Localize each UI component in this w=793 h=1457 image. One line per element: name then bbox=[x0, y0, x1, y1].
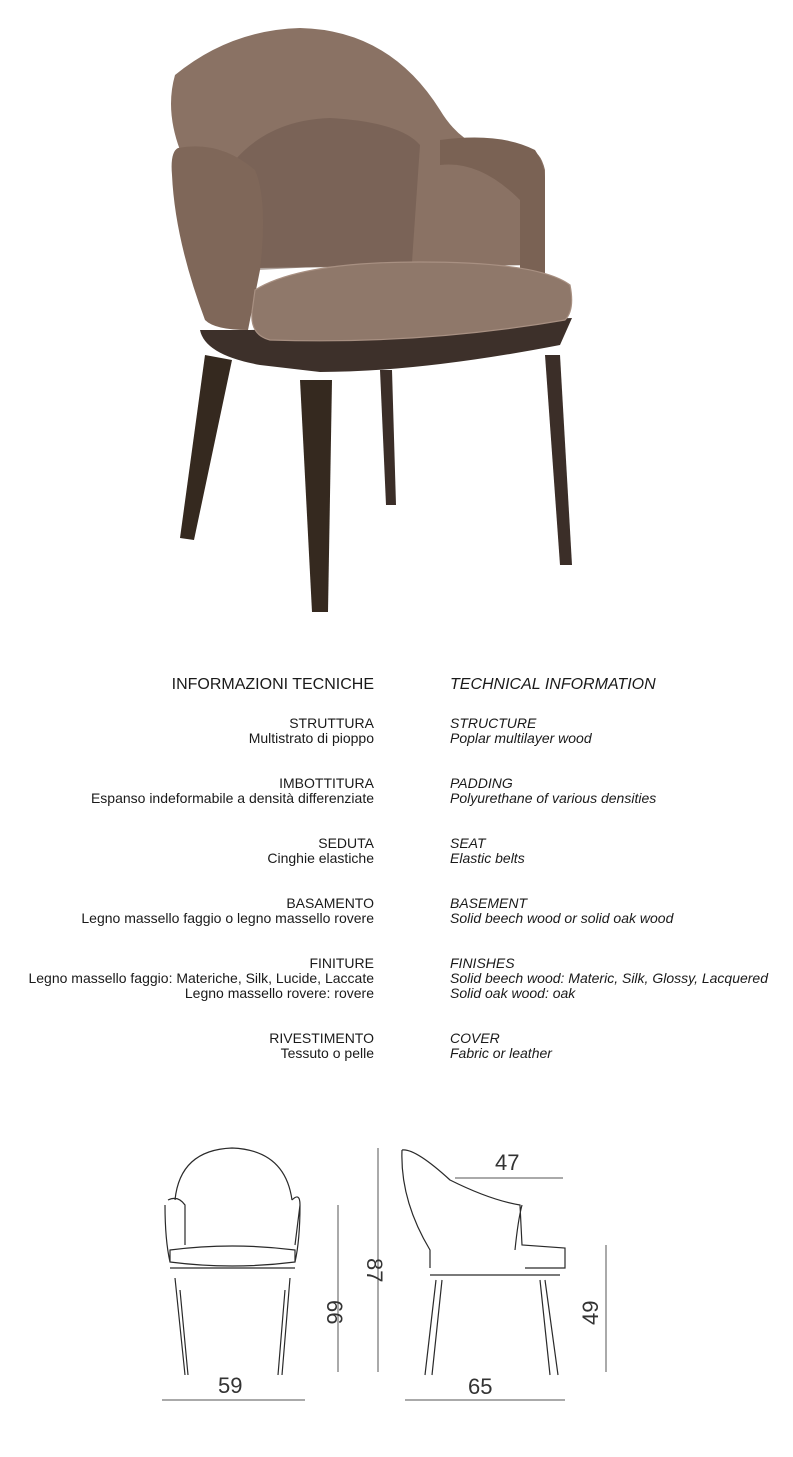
header-en: TECHNICAL INFORMATION bbox=[450, 676, 656, 693]
spec-en-4 bbox=[450, 956, 768, 1001]
spec-it-value: Legno massello rovere: rovere bbox=[184, 985, 374, 1001]
spec-it-3 bbox=[81, 896, 374, 926]
spec-it-0 bbox=[249, 716, 374, 746]
spec-en-0 bbox=[450, 716, 592, 746]
spec-it-value: Legno massello faggio: Materiche, Silk, Lucide, Laccate bbox=[28, 970, 374, 986]
spec-en-value: Solid beech wood or solid oak wood bbox=[450, 910, 674, 926]
chair-back-leg-right bbox=[380, 370, 396, 505]
spec-it-title: BASAMENTO bbox=[286, 895, 374, 911]
spec-en-1 bbox=[450, 776, 656, 806]
spec-en-value: Elastic belts bbox=[450, 850, 525, 866]
spec-it-5 bbox=[269, 1031, 374, 1061]
spec-en-value: Solid beech wood: Materic, Silk, Glossy, Lacquered bbox=[450, 970, 769, 986]
chair-front-leg-left bbox=[180, 355, 232, 540]
chair-front-leg-right bbox=[300, 380, 332, 612]
dim-depth-top-label: 47 bbox=[495, 1150, 520, 1175]
spec-en-title: FINISHES bbox=[450, 955, 515, 971]
chair-back-leg-right-outer bbox=[545, 355, 572, 565]
chair-arm-left bbox=[172, 146, 263, 330]
spec-en-title: PADDING bbox=[450, 775, 513, 791]
spec-en-title: BASEMENT bbox=[450, 895, 528, 911]
dim-seat-height-label: 49 bbox=[578, 1300, 603, 1325]
spec-it-value: Tessuto o pelle bbox=[280, 1045, 374, 1061]
spec-it-1 bbox=[91, 776, 374, 806]
spec-it-4 bbox=[28, 956, 374, 1001]
spec-it-title: FINITURE bbox=[309, 955, 374, 971]
spec-en-value: Solid oak wood: oak bbox=[450, 985, 576, 1001]
spec-en-value: Poplar multilayer wood bbox=[450, 730, 592, 746]
spec-en-2 bbox=[450, 836, 525, 866]
spec-it-value: Legno massello faggio o legno massello rovere bbox=[81, 910, 374, 926]
spec-en-3 bbox=[450, 896, 673, 926]
spec-en-title: STRUCTURE bbox=[450, 715, 537, 731]
spec-en-value: Polyurethane of various densities bbox=[450, 790, 657, 806]
spec-en-value: Fabric or leather bbox=[450, 1045, 552, 1061]
spec-en-5 bbox=[450, 1031, 552, 1061]
chair-inner-back bbox=[235, 118, 420, 270]
spec-it-2 bbox=[267, 836, 374, 866]
spec-it-title: IMBOTTITURA bbox=[279, 775, 374, 791]
spec-it-value: Multistrato di pioppo bbox=[248, 730, 374, 746]
spec-it-title: STRUTTURA bbox=[289, 715, 374, 731]
dim-depth-label: 65 bbox=[468, 1374, 493, 1399]
dim-total-height-label: 87 bbox=[362, 1258, 387, 1283]
dim-width-label: 59 bbox=[218, 1373, 243, 1398]
front-view-chair bbox=[165, 1148, 300, 1375]
header-it: INFORMAZIONI TECNICHE bbox=[171, 676, 374, 693]
dim-seat-arm-label: 66 bbox=[322, 1300, 347, 1325]
spec-it-title: SEDUTA bbox=[318, 835, 374, 851]
spec-it-title: RIVESTIMENTO bbox=[269, 1030, 374, 1046]
side-view-chair bbox=[402, 1150, 565, 1375]
spec-en-title: SEAT bbox=[450, 835, 486, 851]
dimension-drawings bbox=[0, 1130, 793, 1430]
spec-it-value: Espanso indeformabile a densità differenziate bbox=[90, 790, 374, 806]
spec-it-value: Cinghie elastiche bbox=[267, 850, 374, 866]
chair-photo bbox=[0, 0, 793, 640]
spec-en-title: COVER bbox=[450, 1030, 500, 1046]
